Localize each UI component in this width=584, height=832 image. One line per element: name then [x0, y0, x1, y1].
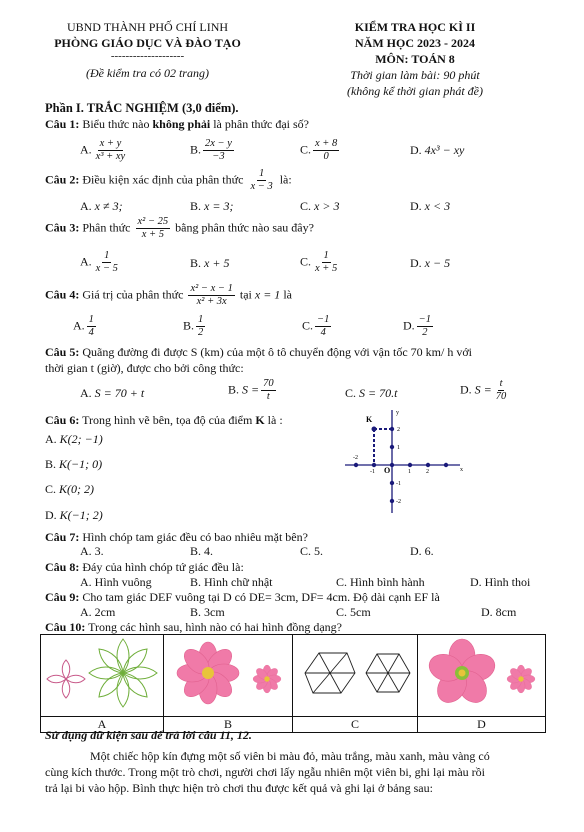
figure-cell-c[interactable] [293, 635, 418, 717]
coordinate-graph [340, 405, 470, 515]
q3-option-d[interactable]: D. x − 5 [410, 256, 451, 270]
tick-label-ym1: -1 [396, 481, 401, 487]
page-count-note: (Đề kiểm tra có 02 trang) [86, 66, 209, 80]
label-origin: O [384, 466, 391, 475]
q1-option-b[interactable]: B. $\frac{2x - y}{-3}$ [190, 138, 232, 163]
q5-option-a[interactable]: A. S = 70 + t [80, 386, 145, 400]
q8-option-c[interactable]: C. Hình bình hành [336, 575, 425, 589]
tick-label-2: 2 [426, 469, 429, 475]
q1-option-d[interactable]: D. 4x³ − xy [410, 143, 465, 157]
q2-option-a[interactable]: A. x ≠ 3; [80, 199, 123, 213]
question-1: Câu 1: Biểu thức nào không phải là phân thức đại số? [45, 117, 310, 131]
tick-label-y2: 2 [397, 427, 400, 433]
q9-option-a[interactable]: A. 2cm [80, 605, 116, 619]
tick-label-1: 1 [408, 469, 411, 475]
q9-option-c[interactable]: C. 5cm [336, 605, 371, 619]
question-5: Câu 5: Quãng đường đi được S (km) của một ô tô chuyển động với vận tốc 70 km/ h với [45, 345, 473, 359]
q2-option-d[interactable]: D. x < 3 [410, 199, 451, 213]
question-5-line2: thời gian t (giờ), được cho bởi công thức: [45, 361, 244, 375]
q7-option-b[interactable]: B. 4. [190, 544, 214, 558]
q1-option-a[interactable]: A. $\frac{x + y}{\text{x³ + xy}}$ [80, 138, 126, 163]
q4-option-a[interactable]: A. $\frac{1}{4}$ [73, 314, 94, 339]
question-3: Câu 3: Phân thức $\frac{\text{x² − 25}}{x + 5}$ bằng phân thức nào sau đây? [45, 216, 314, 241]
q6-option-b[interactable]: B. K(−1; 0) [45, 457, 103, 471]
q9-option-d[interactable]: D. 8cm [481, 605, 517, 619]
tick-label-y1: 1 [397, 445, 400, 451]
time-limit: Thời gian làm bài: 90 phút [350, 68, 480, 82]
question-4: Câu 4: Giá trị của phân thức $\frac{\text{x² − x − 1}}{\text{x² + 3x}}$ tại x = 1 là [45, 283, 292, 308]
label-x: x [460, 467, 463, 473]
question-7: Câu 7: Hình chóp tam giác đều có bao nhiêu mặt bên? [45, 530, 308, 544]
data-note: Sử dụng dữ kiện sau để trả lời câu 11, 12. [45, 728, 252, 742]
figure-cell-d[interactable] [418, 635, 546, 717]
paragraph-line-2: cùng kích thước. Trong một trò chơi, người chơi lấy ngẫu nhiên một viên bi, ghi lại màu rồi [45, 765, 486, 779]
figure-cell-b[interactable] [164, 635, 293, 717]
figures-table [40, 634, 546, 733]
q1-option-c[interactable]: C. $\frac{x + 8}{0}$ [300, 138, 338, 163]
figure-b [164, 635, 292, 711]
q2-option-c[interactable]: C. x > 3 [300, 199, 340, 213]
q4-option-c[interactable]: C. $\frac{-1}{4}$ [302, 314, 330, 339]
q3-option-a[interactable]: A. $\frac{1}{x - 5}$ [80, 250, 118, 275]
figure-label-b: B [164, 717, 293, 733]
question-2: Câu 2: Điều kiện xác định của phân thức $\frac{1}{x - 3}$ là: [45, 168, 292, 193]
question-10: Câu 10: Trong các hình sau, hình nào có hai hình đồng dạng? [45, 620, 342, 634]
figure-label-d: D [418, 717, 546, 733]
part-heading: Phần I. TRẮC NGHIỆM (3,0 điểm). [45, 101, 239, 115]
district-name: UBND THÀNH PHỐ CHÍ LINH [66, 20, 229, 34]
point-k [372, 427, 377, 432]
figure-c [293, 635, 417, 711]
subject: MÔN: TOÁN 8 [375, 52, 455, 66]
q3-option-c[interactable]: C. $\frac{1}{x + 5}$ [300, 250, 338, 275]
figure-cell-a[interactable] [41, 635, 164, 717]
tick-label-ym2: -2 [396, 499, 401, 505]
tick-label-m2: -2 [353, 455, 358, 461]
q6-option-d[interactable]: D. K(−1; 2) [45, 508, 103, 522]
q3-option-b[interactable]: B. x + 5 [190, 256, 230, 270]
q5-option-b[interactable]: B. S = $\frac{70}{t}$ [228, 378, 274, 403]
q2-option-b[interactable]: B. x = 3; [190, 199, 234, 213]
question-9: Câu 9: Cho tam giác DEF vuông tại D có DE= 3cm, DF= 4cm. Độ dài cạnh EF là [45, 590, 440, 604]
q5-option-d[interactable]: D. S = $\frac{t}{70}$ [460, 378, 507, 403]
tick-label-m1: -1 [370, 469, 375, 475]
question-8: Câu 8: Đáy của hình chóp tứ giác đều là: [45, 560, 244, 574]
department-name: PHÒNG GIÁO DỤC VÀ ĐÀO TẠO [54, 36, 241, 50]
q7-option-c[interactable]: C. 5. [300, 544, 324, 558]
figure-label-a: A [41, 717, 164, 733]
q9-option-b[interactable]: B. 3cm [190, 605, 225, 619]
q4-option-b[interactable]: B. $\frac{1}{2}$ [183, 314, 204, 339]
q8-option-a[interactable]: A. Hình vuông [80, 575, 152, 589]
q4-option-d[interactable]: D. $\frac{-1}{2}$ [403, 314, 432, 339]
figure-a [41, 635, 163, 711]
paragraph-line-3: trả lại bi vào hộp. Bình thực hiện trò chơi thu được kết quả và ghi lại ở bảng sau: [45, 781, 433, 795]
q7-option-a[interactable]: A. 3. [80, 544, 104, 558]
q6-option-c[interactable]: C. K(0; 2) [45, 482, 95, 496]
figure-d [418, 635, 545, 711]
q5-option-c[interactable]: C. S = 70.t [345, 386, 398, 400]
q8-option-d[interactable]: D. Hình thoi [470, 575, 531, 589]
label-y: y [396, 410, 399, 416]
paragraph-line-1: Một chiếc hộp kín đựng một số viên bi màu đỏ, màu trắng, màu xanh, màu vàng có [90, 749, 490, 763]
question-6: Câu 6: Trong hình vẽ bên, tọa độ của điểm K là : [45, 413, 283, 427]
q8-option-b[interactable]: B. Hình chữ nhật [190, 575, 273, 589]
header-separator: -------------------- [110, 50, 185, 62]
figure-label-c: C [293, 717, 418, 733]
q6-option-a[interactable]: A. K(2; −1) [45, 432, 103, 446]
q7-option-d[interactable]: D. 6. [410, 544, 434, 558]
time-note: (không kể thời gian phát đề) [346, 84, 484, 98]
label-k: K [366, 415, 373, 424]
school-year: NĂM HỌC 2023 - 2024 [355, 36, 475, 50]
exam-title: KIỂM TRA HỌC KÌ II [354, 20, 476, 34]
